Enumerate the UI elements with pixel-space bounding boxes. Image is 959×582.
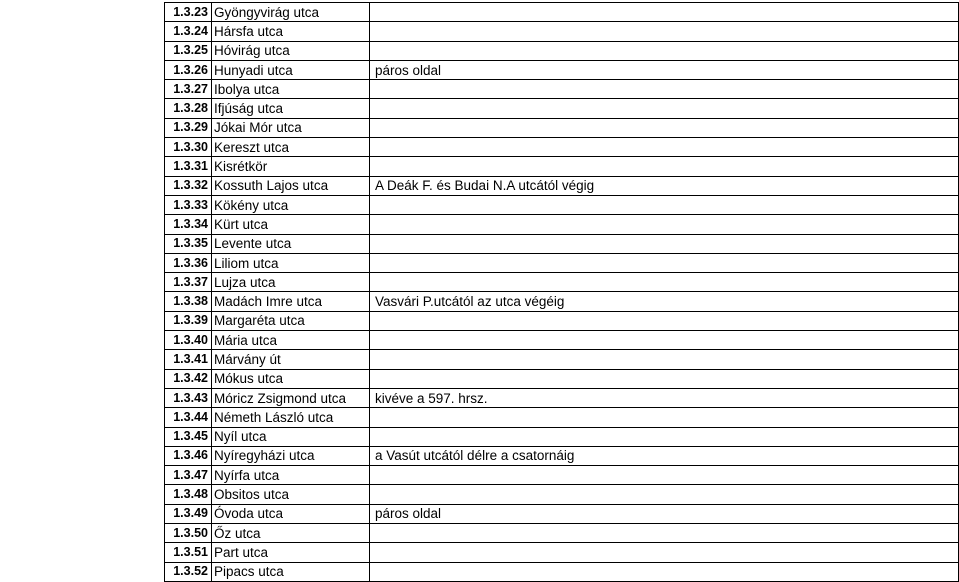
row-number-cell: 1.3.29 [165,118,212,137]
street-name-cell: Hársfa utca [212,22,370,41]
table-row [165,41,959,60]
street-note-cell [370,350,959,369]
row-number-cell: 1.3.39 [165,311,212,330]
table-row [165,369,959,388]
street-name-cell: Márvány út [212,350,370,369]
table-row [165,562,959,581]
row-number-cell: 1.3.49 [165,504,212,523]
street-note-cell [370,234,959,253]
table-row [165,427,959,446]
street-name-cell: Part utca [212,543,370,562]
street-name-cell: Nyíl utca [212,427,370,446]
street-name-cell: Őz utca [212,524,370,543]
street-name-cell: Hóvirág utca [212,41,370,60]
row-number-cell: 1.3.44 [165,408,212,427]
table-row [165,195,959,214]
street-note-cell: Vasvári P.utcától az utca végéig [370,292,959,311]
street-name-cell: Kürt utca [212,215,370,234]
street-note-cell [370,3,959,22]
street-note-cell: a Vasút utcától délre a csatornáig [370,446,959,465]
row-number-cell: 1.3.46 [165,446,212,465]
table-row [165,273,959,292]
street-note-cell: páros oldal [370,60,959,79]
street-note-cell [370,485,959,504]
table-row [165,157,959,176]
row-number-cell: 1.3.37 [165,273,212,292]
table-row [165,408,959,427]
street-name-cell: Levente utca [212,234,370,253]
street-note-cell [370,138,959,157]
street-note-cell [370,41,959,60]
street-note-cell [370,273,959,292]
street-name-cell: Kereszt utca [212,138,370,157]
street-note-cell: A Deák F. és Budai N.A utcától végig [370,176,959,195]
table-row [165,3,959,22]
table-row [165,466,959,485]
street-note-cell [370,466,959,485]
street-note-cell [370,311,959,330]
row-number-cell: 1.3.25 [165,41,212,60]
street-note-cell [370,543,959,562]
table-row [165,292,959,311]
table-row [165,524,959,543]
row-number-cell: 1.3.43 [165,388,212,407]
street-table-body [165,3,959,582]
table-row [165,176,959,195]
row-number-cell: 1.3.48 [165,485,212,504]
street-note-cell [370,524,959,543]
street-name-cell: Lujza utca [212,273,370,292]
table-row [165,253,959,272]
street-name-cell: Gyöngyvirág utca [212,3,370,22]
street-note-cell [370,369,959,388]
table-row [165,118,959,137]
table-row [165,388,959,407]
row-number-cell: 1.3.38 [165,292,212,311]
table-row [165,215,959,234]
table-row [165,446,959,465]
street-note-cell [370,427,959,446]
street-name-cell: Margaréta utca [212,311,370,330]
row-number-cell: 1.3.35 [165,234,212,253]
street-name-cell: Ibolya utca [212,80,370,99]
row-number-cell: 1.3.31 [165,157,212,176]
row-number-cell: 1.3.45 [165,427,212,446]
street-name-cell: Obsitos utca [212,485,370,504]
row-number-cell: 1.3.52 [165,562,212,581]
table-row [165,234,959,253]
street-name-cell: Mária utca [212,331,370,350]
table-row [165,80,959,99]
street-note-cell [370,253,959,272]
table-row [165,138,959,157]
street-note-cell [370,22,959,41]
street-name-cell: Pipacs utca [212,562,370,581]
table-row [165,485,959,504]
row-number-cell: 1.3.40 [165,331,212,350]
street-note-cell [370,80,959,99]
row-number-cell: 1.3.26 [165,60,212,79]
street-name-cell: Nyírfa utca [212,466,370,485]
row-number-cell: 1.3.51 [165,543,212,562]
street-name-cell: Hunyadi utca [212,60,370,79]
street-note-cell [370,408,959,427]
table-row [165,350,959,369]
row-number-cell: 1.3.41 [165,350,212,369]
street-name-cell: Móricz Zsigmond utca [212,388,370,407]
row-number-cell: 1.3.50 [165,524,212,543]
street-name-cell: Kossuth Lajos utca [212,176,370,195]
table-row [165,60,959,79]
street-list-sheet [164,2,958,582]
table-row [165,543,959,562]
row-number-cell: 1.3.33 [165,195,212,214]
street-name-cell: Óvoda utca [212,504,370,523]
street-name-cell: Nyíregyházi utca [212,446,370,465]
street-note-cell [370,562,959,581]
row-number-cell: 1.3.47 [165,466,212,485]
street-name-cell: Jókai Mór utca [212,118,370,137]
table-row [165,22,959,41]
street-name-cell: Ifjúság utca [212,99,370,118]
row-number-cell: 1.3.27 [165,80,212,99]
street-name-cell: Mókus utca [212,369,370,388]
table-row [165,331,959,350]
street-name-cell: Németh László utca [212,408,370,427]
street-note-cell [370,99,959,118]
street-note-cell: kivéve a 597. hrsz. [370,388,959,407]
street-note-cell [370,118,959,137]
row-number-cell: 1.3.34 [165,215,212,234]
street-note-cell [370,331,959,350]
street-table [164,2,959,582]
row-number-cell: 1.3.23 [165,3,212,22]
row-number-cell: 1.3.24 [165,22,212,41]
row-number-cell: 1.3.36 [165,253,212,272]
street-note-cell [370,157,959,176]
street-note-cell [370,195,959,214]
row-number-cell: 1.3.32 [165,176,212,195]
street-note-cell [370,215,959,234]
street-name-cell: Kökény utca [212,195,370,214]
row-number-cell: 1.3.28 [165,99,212,118]
street-name-cell: Liliom utca [212,253,370,272]
street-note-cell: páros oldal [370,504,959,523]
table-row [165,311,959,330]
table-row [165,99,959,118]
street-name-cell: Kisrétkör [212,157,370,176]
table-row [165,504,959,523]
row-number-cell: 1.3.30 [165,138,212,157]
row-number-cell: 1.3.42 [165,369,212,388]
street-name-cell: Madách Imre utca [212,292,370,311]
